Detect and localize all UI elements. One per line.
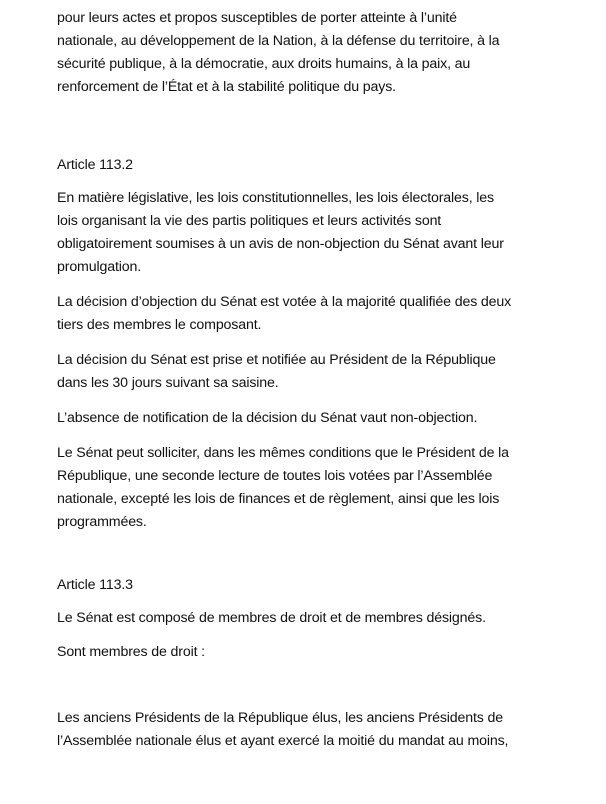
- text-line: l’Assemblée nationale élus et ayant exercé la moitié du mandat au moins,: [57, 733, 509, 749]
- text-line: pour leurs actes et propos susceptibles de porter atteinte à l’unité: [57, 10, 457, 26]
- text-line: nationale, excepté les lois de finances et de règlement, ainsi que les lois: [57, 491, 500, 507]
- text-line: programmées.: [57, 514, 147, 530]
- text-line: La décision du Sénat est prise et notifiée au Président de la République: [57, 352, 496, 368]
- text-line: L’absence de notification de la décision du Sénat vaut non-objection.: [57, 410, 478, 426]
- text-line: Le Sénat est composé de membres de droit et de membres désignés.: [57, 610, 486, 626]
- text-line: lois organisant la vie des partis politiques et leurs activités sont: [57, 213, 442, 229]
- text-line: obligatoirement soumises à un avis de non-objection du Sénat avant leur: [57, 236, 504, 252]
- text-line: En matière législative, les lois constitutionnelles, les lois électorales, les: [57, 190, 494, 206]
- text-line: Les anciens Présidents de la République élus, les anciens Présidents de: [57, 710, 503, 726]
- text-line: Sont membres de droit :: [57, 644, 205, 660]
- text-line: nationale, au développement de la Nation, à la défense du territoire, à la: [57, 33, 500, 49]
- article-heading-113-3: Article 113.3: [57, 577, 133, 593]
- text-line: sécurité publique, à la démocratie, aux droits humains, à la paix, au: [57, 56, 471, 72]
- article-heading-113-2: Article 113.2: [57, 157, 133, 173]
- text-line: tiers des membres le composant.: [57, 317, 262, 333]
- text-line: promulgation.: [57, 259, 142, 275]
- text-line: dans les 30 jours suivant sa saisine.: [57, 375, 279, 391]
- text-line: Le Sénat peut solliciter, dans les mêmes conditions que le Président de la: [57, 445, 509, 461]
- text-line: renforcement de l’État et à la stabilité politique du pays.: [57, 79, 396, 95]
- text-line: République, une seconde lecture de toutes lois votées par l’Assemblée: [57, 468, 493, 484]
- text-line: La décision d’objection du Sénat est votée à la majorité qualifiée des deux: [57, 294, 512, 310]
